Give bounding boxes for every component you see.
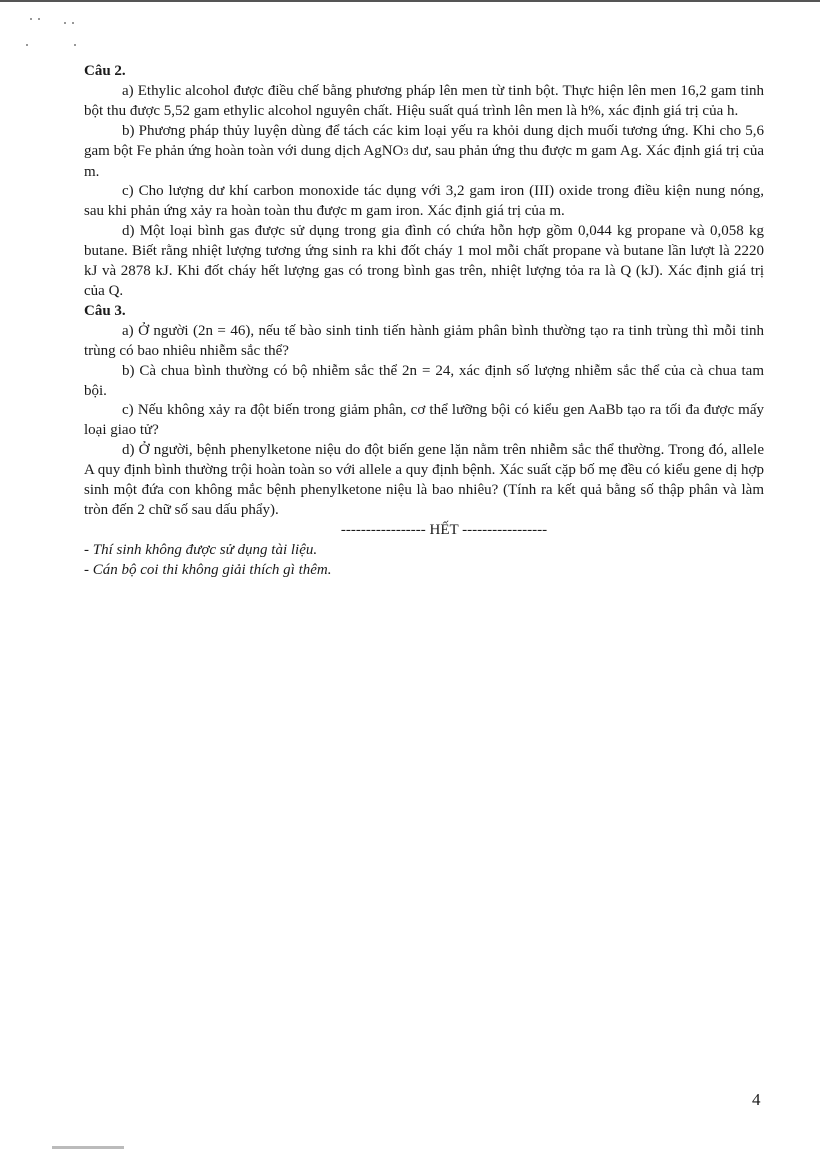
page-number: 4 bbox=[752, 1090, 761, 1109]
scan-speck bbox=[72, 22, 74, 24]
question-3d: d) Ở người, bệnh phenylketone niệu do đột biến gene lặn nằm trên nhiễm sắc thể thường. Trong đó, allele A quy định bình thường trội hoàn toàn so với allele a quy định bệnh. Xác suất cặp bố mẹ đều có kiểu gene dị hợp sinh một đứa con không mắc bệnh phenylketone niệu là bao nhiêu? (Tính ra kết quả bằng số thập phân và làm tròn đến 2 chữ số sau dấu phẩy). bbox=[84, 442, 764, 518]
question-2 bbox=[84, 62, 764, 302]
exam-note: - Thí sinh không được sử dụng tài liệu. bbox=[84, 541, 318, 558]
scan-speck bbox=[30, 18, 32, 20]
scan-speck bbox=[64, 22, 66, 24]
scan-speck bbox=[38, 18, 40, 20]
end-marker: ----------------- HẾT ----------------- bbox=[340, 521, 548, 538]
exam-note: - Cán bộ coi thi không giải thích gì thêm. bbox=[84, 561, 332, 578]
question-2d: d) Một loại bình gas được sử dụng trong gia đình có chứa hỗn hợp gồm 0,044 kg propane và 0,058 kg butane. Biết rằng nhiệt lượng tương ứng sinh ra khi đốt cháy 1 mol mỗi chất propane và butane lần lượt là 2220 kJ và 2878 kJ. Khi đốt cháy hết lượng gas có trong bình gas trên, nhiệt lượng tỏa ra là Q (kJ). Xác định giá trị của Q. bbox=[84, 223, 764, 299]
scan-speck bbox=[26, 44, 28, 46]
scan-speck bbox=[74, 44, 76, 46]
subscript: 3 bbox=[403, 146, 409, 158]
question-3b: b) Cà chua bình thường có bộ nhiễm sắc thể 2n = 24, xác định số lượng nhiễm sắc thể của cà chua tam bội. bbox=[84, 362, 764, 399]
question-2b bbox=[84, 122, 764, 183]
question-2c: c) Cho lượng dư khí carbon monoxide tác dụng với 3,2 gam iron (III) oxide trong điều kiện nung nóng, sau khi phản ứng xảy ra hoàn toàn thu được m gam iron. Xác định giá trị của m. bbox=[84, 183, 764, 220]
question-3 bbox=[84, 302, 764, 521]
question-2a: a) Ethylic alcohol được điều chế bằng phương pháp lên men từ tinh bột. Thực hiện lên men 16,2 gam tinh bột thu được 5,52 gam ethylic alcohol nguyên chất. Hiệu suất quá trình lên men là h%, xác định giá trị của h. bbox=[84, 82, 764, 119]
page-top-border bbox=[0, 0, 820, 2]
question-3a: a) Ở người (2n = 46), nếu tế bào sinh tinh tiến hành giảm phân bình thường tạo ra tinh trùng thì mỗi tinh trùng có bao nhiêu nhiễm sắc thể? bbox=[84, 322, 764, 359]
question-2b-text-end: dư, sau phản ứng thu được m gam Ag. Xác định giá trị của m. bbox=[84, 142, 765, 180]
question-3c: c) Nếu không xảy ra đột biến trong giảm phân, cơ thể lưỡng bội có kiểu gen AaBb tạo ra tối đa được mấy loại giao tử? bbox=[84, 402, 764, 439]
question-heading: Câu 2. bbox=[84, 63, 126, 79]
question-heading: Câu 3. bbox=[84, 302, 126, 319]
scan-edge-mark bbox=[52, 1146, 124, 1149]
exam-content bbox=[84, 62, 764, 581]
question-2b-text: b) Phương pháp thủy luyện dùng để tách các kim loại yếu ra khỏi dung dịch muối tương ứng. Khi cho 5,6 gam bột Fe phản ứng hoàn toàn với dung dịch AgNO bbox=[84, 122, 764, 159]
